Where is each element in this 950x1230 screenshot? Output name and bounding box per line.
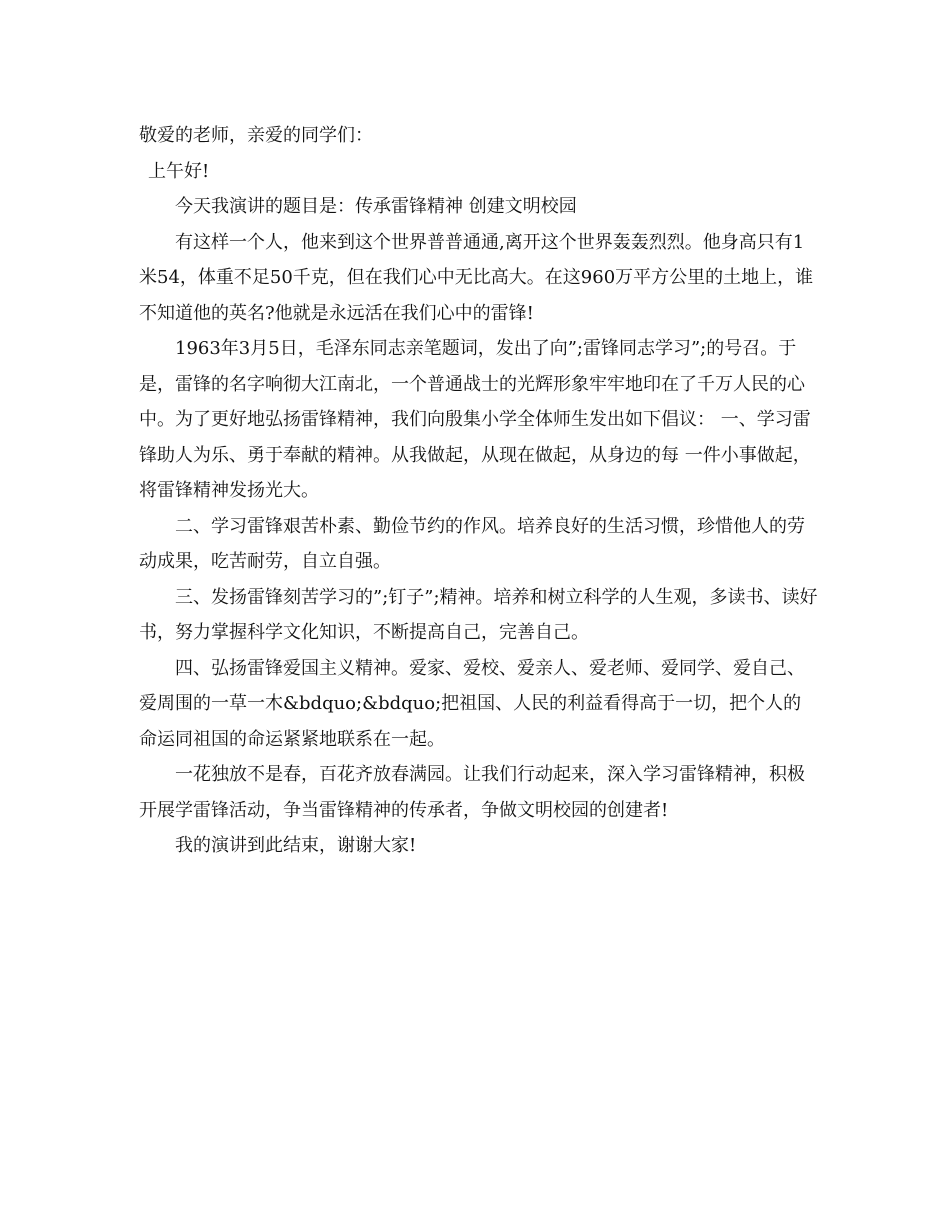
paragraph-proposal-four: 四、弘扬雷锋爱国主义精神。爱家、爱校、爱亲人、爱老师、爱同学、爱自己、爱周围的一草一木&bdquo;&bdquo;把祖国、人民的利益看得高于一切，把个人的命运同祖国的命运紧紧地联系在一起。: [139, 657, 805, 750]
salutation: 敬爱的老师，亲爱的同学们：: [139, 125, 373, 146]
paragraph-closing: 我的演讲到此结束，谢谢大家!: [175, 835, 417, 856]
paragraph-call-to-action: 一花独放不是春，百花齐放春满园。让我们行动起来，深入学习雷锋精神，积极开展学雷锋活动，争当雷锋精神的传承者，争做文明校园的创建者!: [139, 764, 805, 821]
greeting: 上午好!: [148, 160, 210, 182]
paragraph-proposal-three: 三、发扬雷锋刻苦学习的”;钉子”;精神。培养和树立科学的人生观，多读书、读好书，努力掌握科学文化知识，不断提高自己，完善自己。: [139, 586, 818, 643]
paragraph-proposal-two: 二、学习雷锋艰苦朴素、勤俭节约的作风。培养良好的生活习惯，珍惜他人的劳动成果，吃苦耐劳，自立自强。: [139, 515, 805, 572]
speech-text: [139, 118, 819, 864]
paragraph-proposal-one: 1963年3月5日，毛泽东同志亲笔题词，发出了向”;雷锋同志学习”;的号召。于是，雷锋的名字响彻大江南北，一个普通战士的光辉形象牢牢地印在了千万人民的心中。为了更好地弘扬雷锋精神，我们向殷集小学全体师生发出如下倡议： 一、学习雷锋助人为乐、勇于奉献的精神。从我做起，从现在做起，从身边的每 一件小事做起，将雷锋精神发扬光大。: [139, 338, 811, 501]
speech-topic: 今天我演讲的题目是：传承雷锋精神 创建文明校园: [175, 196, 577, 217]
paragraph-introduction: 有这样一个人，他来到这个世界普普通通,离开这个世界轰轰烈烈。他身高只有1米54，体重不足50千克，但在我们心中无比高大。在这960万平方公里的土地上，谁不知道他的英名?他就是永远活在我们心中的雷锋!: [139, 231, 814, 324]
